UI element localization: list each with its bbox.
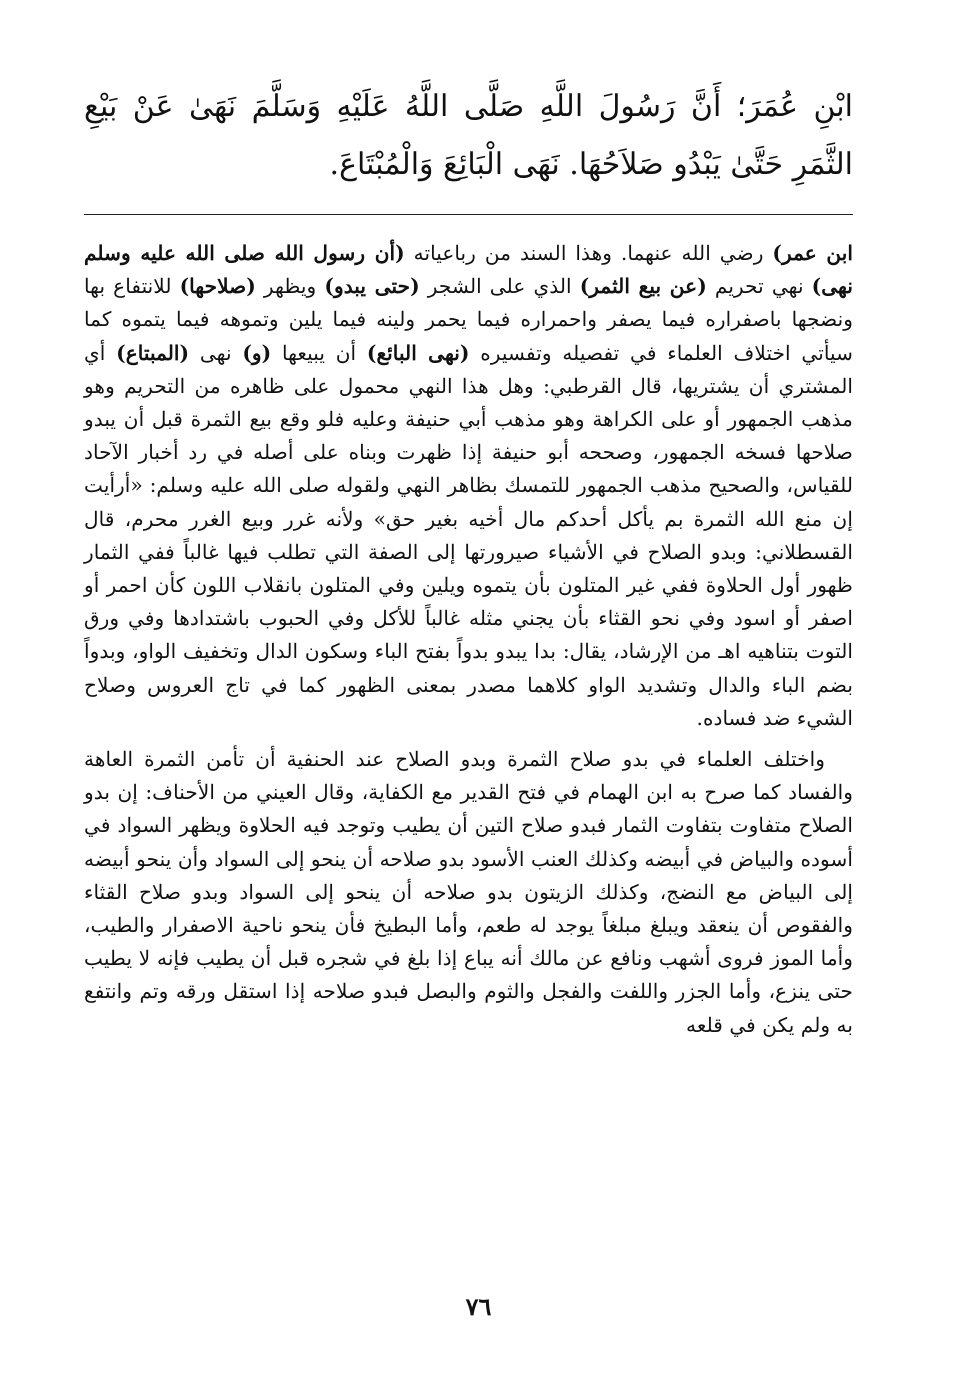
commentary [84,237,853,1042]
text-run: الذي على الشجر [419,274,580,299]
text-run: للانتفاع بها ونضجها باصفراره فيما يصفر واحمراره فيما يحمر ولينه فيما يلين وتموهه فيما يتموه كما سيأتي اختلاف العلماء في تفصيله وتفسيره [84,274,854,365]
text-run: ويظهر [255,274,325,299]
text-run: نهى [189,340,243,365]
text-run: أن يبيعها [271,340,367,365]
text-run: أي المشتري أن يشتريها، قال القرطبي: وهل هذا النهي محمول على ظاهره من التحريم وهو مذهب الجمهور أو على الكراهة وهو مذهب أبي حنيفة وعليه فلو وقع بيع الثمرة قبل أن يبدو صلاحها فسخه الجمهور، وصححه أبو حنيفة إذا ظهرت وبناه على أصله في رد أخبار الآحاد للقياس، والصحيح مذهب الجمهور للتمسك بظاهر النهي ولقوله صلى الله عليه وسلم: «أرأيت إن منع الله الثمرة بم يأكل أحدكم مال أخيه بغير حق» ولأنه غرر وبيع الغرر محرم، قال القسطلاني: وبدو الصلاح في الأشياء صيرورتها إلى الصفة التي تطلب فيها غالباً ففي الثمار ظهور أول الحلاوة ففي غير المتلون بأن يتموه ويلين وفي المتلون بانقلاب اللون كأن احمر أو اصفر أو اسود وفي نحو القثاء بأن يجني مثله غالباً للأكل وفي الحبوب باشتدادها وفي ورق التوت بتناهيه اهـ من الإرشاد، يقال: بدا يبدو بدواً بفتح الباء وسكون الدال وتخفيف الواو، وبدواً بضم الباء والدال وتشديد الواو كلاهما مصدر بمعنى الظهور كما في تاج العروس وصلاح الشيء ضد فساده. [84,340,853,730]
footnote-divider [84,214,853,215]
bold-phrase: (حتى يبدو) [324,274,420,299]
bold-phrase: (عن بيع الثمر) [579,274,707,299]
commentary-paragraph-1 [84,237,853,735]
hadith-text: ابْنِ عُمَرَ؛ أَنَّ رَسُولَ اللَّهِ صَلَّى اللَّهُ عَلَيْهِ وَسَلَّمَ نَهَىٰ عَنْ بَيْعِ الثَّمَرِ حَتَّىٰ يَبْدُو صَلاَحُهَا. نَهَى الْبَائِعَ وَالْمُبْتَاعَ. [84,89,853,182]
text-run: رضي الله عنهما. وهذا السند من رباعياته [404,241,773,265]
page-number: ٧٦ [465,1292,492,1321]
bold-phrase: ابن عمر) [772,241,853,265]
bold-phrase: (المبتاع) [116,340,190,365]
bold-phrase: (و) [242,340,272,365]
bold-phrase: (أن رسول الله صلى الله عليه وسلم نهى) [84,241,853,299]
commentary-paragraph-2: واختلف العلماء في بدو صلاح الثمرة وبدو الصلاح عند الحنفية أن تأمن الثمرة العاهة والفساد كما صرح به ابن الهمام في فتح القدير مع الكفاية، وقال العيني من الأحناف: إن بدو الصلاح متفاوت بتفاوت الثمار فبدو صلاح التين أن يطيب وتوجد فيه الحلاوة ويظهر السواد في أسوده والبياض في أبيضه وكذلك العنب الأسود بدو صلاحه أن ينحو إلى السواد وأن ينحو أبيضه إلى البياض مع النضج، وكذلك الزيتون بدو صلاحه أن ينحو إلى السواد وبدو صلاح القثاء والفقوص أن ينعقد ويبلغ مبلغاً يوجد له طعم، وأما البطيخ فأن ينحو ناحية الاصفرار والطيب، وأما الموز فروى أشهب ونافع عن مالك أنه يباع إذا بلغ في شجره قبل أن يطيب فإنه لا يطيب حتى ينزع، وأما الجزر واللفت والفجل والثوم والبصل فبدو صلاحه إذا استقل ورقه وتم وانتفع به ولم يكن في قلعه [84,747,853,1037]
bold-phrase: (صلاحها) [179,274,256,299]
text-run: نهي تحريم [706,274,812,299]
page-body [84,78,853,1042]
bold-phrase: (نهى البائع) [366,340,470,365]
